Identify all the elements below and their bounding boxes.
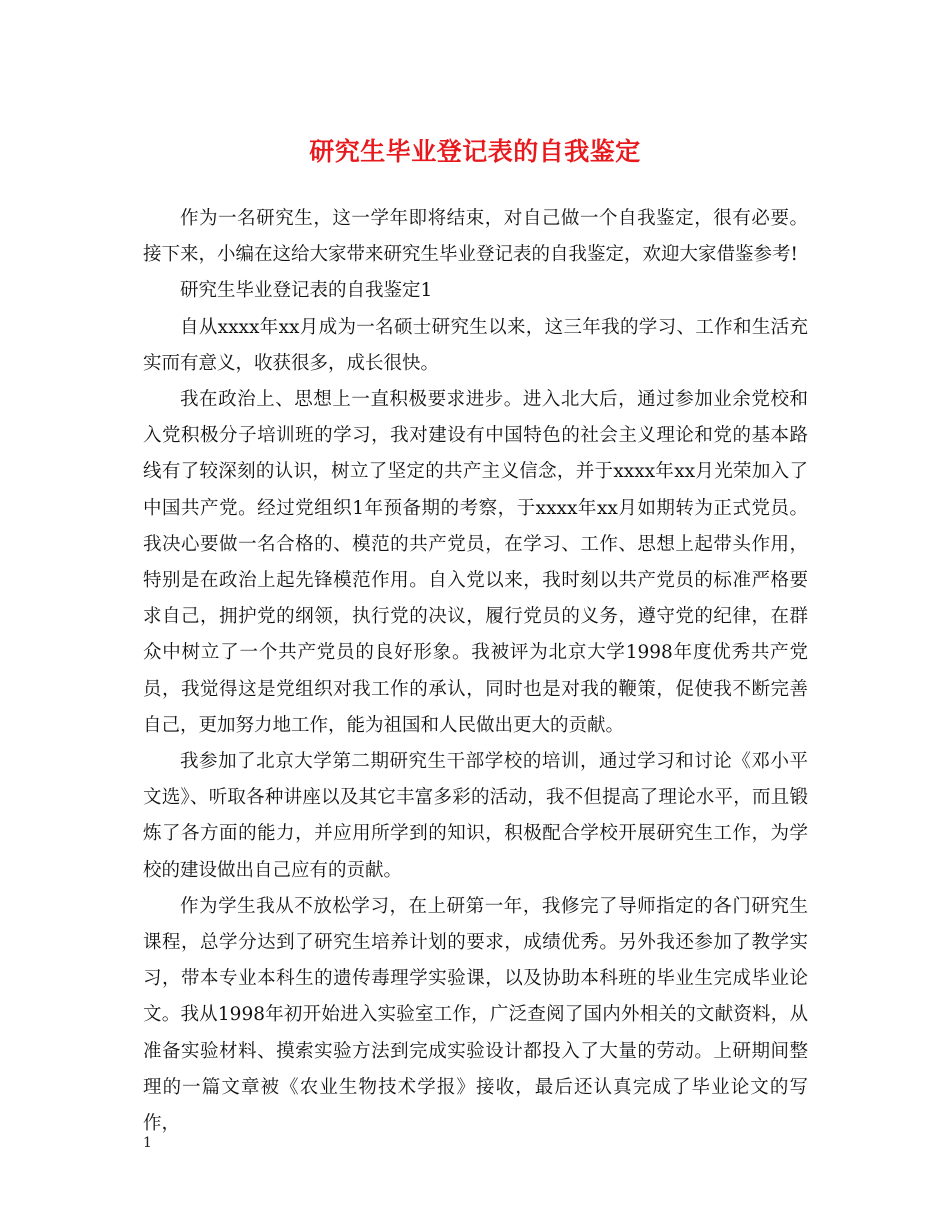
section-heading: 研究生毕业登记表的自我鉴定1 — [180, 280, 433, 302]
page-number: 1 — [143, 1135, 152, 1151]
paragraph: 我在政治上、思想上一直积极要求进步。进入北大后，通过参加业余党校和入党积极分子培训班的学习，我对建设有中国特色的社会主义理论和党的基本路线有了较深刻的认识，树立了坚定的共产主义信念，并于xxxx年xx月光荣加入了中国共产党。经过党组织1年预备期的考察，于xxxx年xx月如期转为正式党员。我决心要做一名合格的、模范的共产党员，在学习、工作、思想上起带头作用，特别是在政治上起先锋模范作用。自入党以来，我时刻以共产党员的标准严格要求自己，拥护党的纲领，执行党的决议，履行党员的义务，遵守党的纪律，在群众中树立了一个共产党员的良好形象。我被评为北京大学1998年度优秀共产党员，我觉得这是党组织对我工作的承认，同时也是对我的鞭策，促使我不断完善自己，更加努力地工作，能为祖国和人民做出更大的贡献。 — [143, 389, 808, 736]
paragraph-intro: 作为一名研究生，这一学年即将结束，对自己做一个自我鉴定，很有必要。接下来，小编在这给大家带来研究生毕业登记表的自我鉴定，欢迎大家借鉴参考! — [143, 208, 808, 266]
paragraph: 自从xxxx年xx月成为一名硕士研究生以来，这三年我的学习、工作和生活充实而有意义，收获很多，成长很快。 — [143, 316, 808, 374]
paragraph: 我参加了北京大学第二期研究生干部学校的培训，通过学习和讨论《邓小平文选》、听取各种讲座以及其它丰富多彩的活动，我不但提高了理论水平，而且锻炼了各方面的能力，并应用所学到的知识，积极配合学校开展研究生工作，为学校的建设做出自己应有的贡献。 — [143, 751, 808, 881]
document-title: 研究生毕业登记表的自我鉴定 — [309, 137, 641, 166]
paragraph: 作为学生我从不放松学习，在上研第一年，我修完了导师指定的各门研究生课程，总学分达到了研究生培养计划的要求，成绩优秀。另外我还参加了教学实习，带本专业本科生的遗传毒理学实验课，以及协助本科班的毕业生完成毕业论文。我从1998年初开始进入实验室工作，广泛查阅了国内外相关的文献资料，从准备实验材料、摸索实验方法到完成实验设计都投入了大量的劳动。上研期间整理的一篇文章被《农业生物技术学报》接收，最后还认真完成了毕业论文的写作， — [143, 895, 808, 1135]
document-body — [143, 201, 808, 1142]
